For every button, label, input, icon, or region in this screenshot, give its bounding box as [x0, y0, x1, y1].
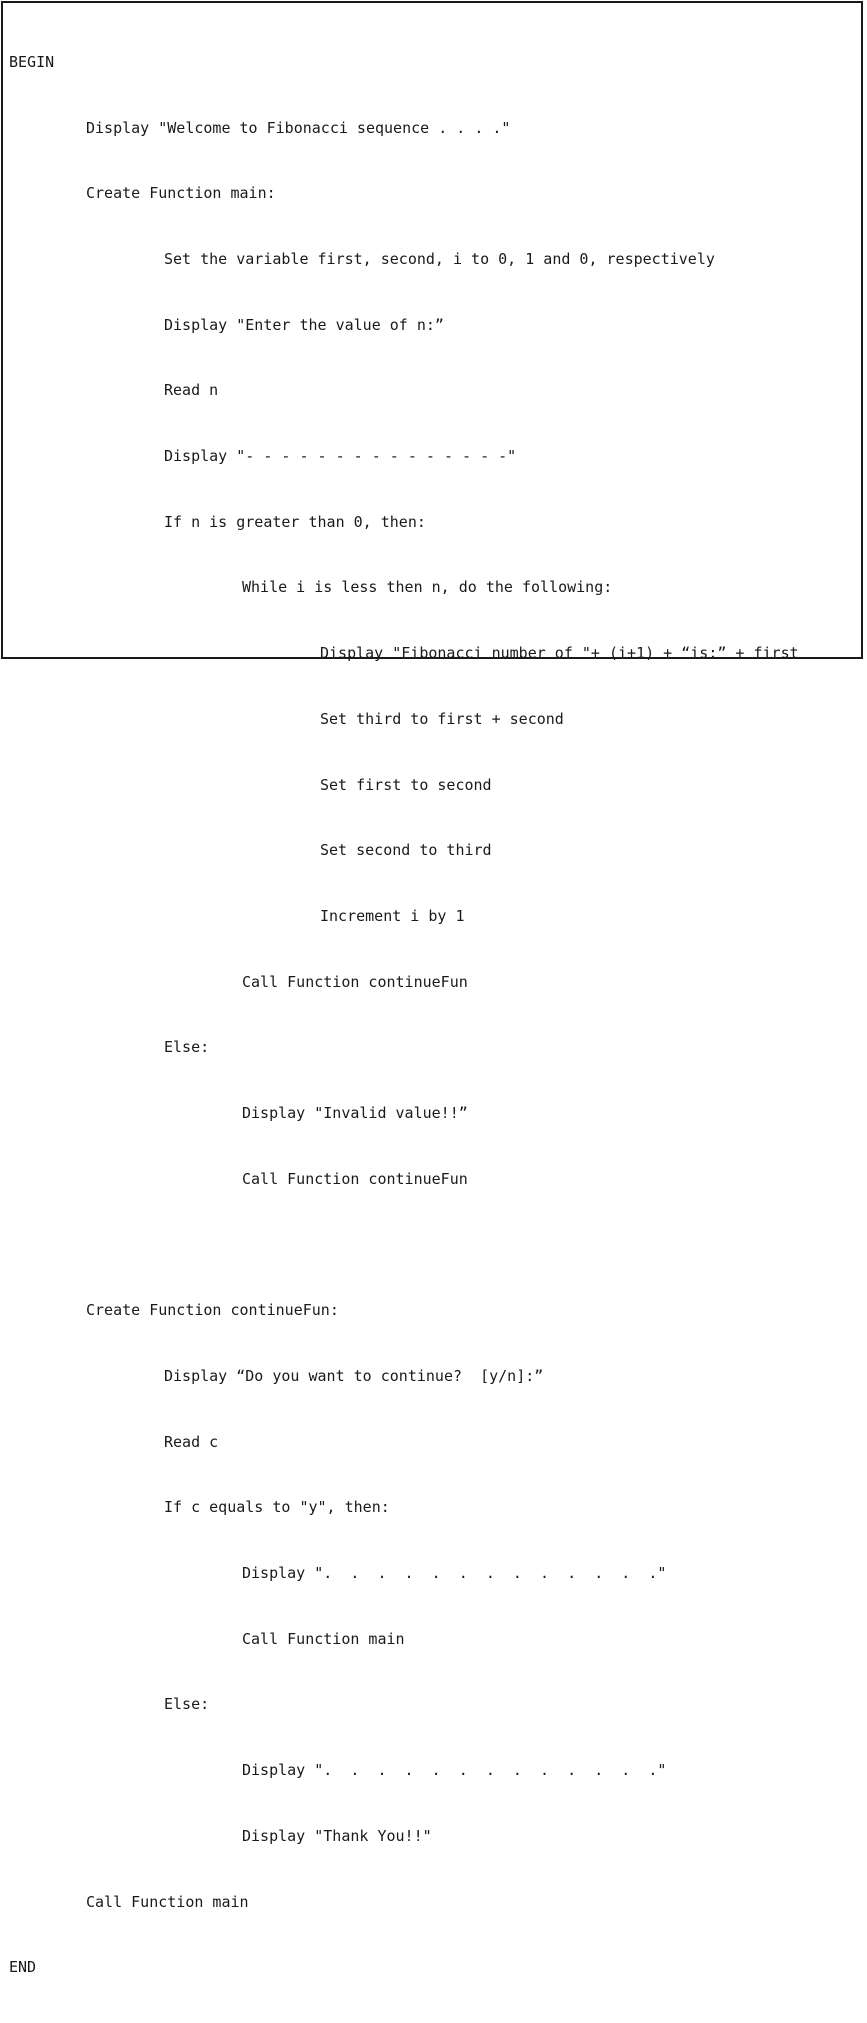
code-line: Create Function main:	[86, 184, 276, 203]
code-line: Display ". . . . . . . . . . . . ."	[242, 1761, 667, 1780]
code-line: Call Function main	[242, 1629, 405, 1648]
code-line: If c equals to "y", then:	[164, 1498, 390, 1517]
code-line: Set the variable first, second, i to 0, 1 and 0, respectively	[164, 249, 715, 268]
code-line: Set second to third	[320, 841, 492, 860]
code-line: Display "Invalid value!!”	[242, 1104, 468, 1123]
code-line: Call Function continueFun	[242, 972, 468, 991]
code-line: Display “Do you want to continue? [y/n]:”	[164, 1366, 544, 1385]
code-line: Read n	[164, 381, 219, 400]
code-line-end: END	[9, 1958, 37, 1977]
code-line: If n is greater than 0, then:	[164, 512, 426, 531]
code-line-begin: BEGIN	[9, 52, 55, 71]
code-line: Create Function continueFun:	[86, 1301, 339, 1320]
code-line: Set first to second	[320, 775, 492, 794]
code-line: Call Function continueFun	[242, 1169, 468, 1188]
code-line: Read c	[164, 1432, 219, 1451]
code-line: While i is less then n, do the following:	[242, 578, 613, 597]
code-line: Display "Thank You!!"	[242, 1826, 432, 1845]
code-line: Display "- - - - - - - - - - - - - - -"	[164, 447, 517, 466]
code-line: Display "Enter the value of n:”	[164, 315, 444, 334]
code-line: Display ". . . . . . . . . . . . ."	[242, 1563, 667, 1582]
code-line: Call Function main	[86, 1892, 249, 1911]
pseudocode-block	[9, 8, 799, 2023]
code-line: Set third to first + second	[320, 709, 564, 728]
code-line-blank	[9, 1234, 799, 1256]
code-line: Display "Fibonacci number of "+ (i+1) + “is:” + first	[320, 644, 799, 663]
code-line: Else:	[164, 1038, 210, 1057]
code-line: Display "Welcome to Fibonacci sequence . . . ."	[86, 118, 511, 137]
code-line: Increment i by 1	[320, 906, 465, 925]
pseudocode-panel	[1, 1, 863, 1977]
code-line: Else:	[164, 1695, 210, 1714]
